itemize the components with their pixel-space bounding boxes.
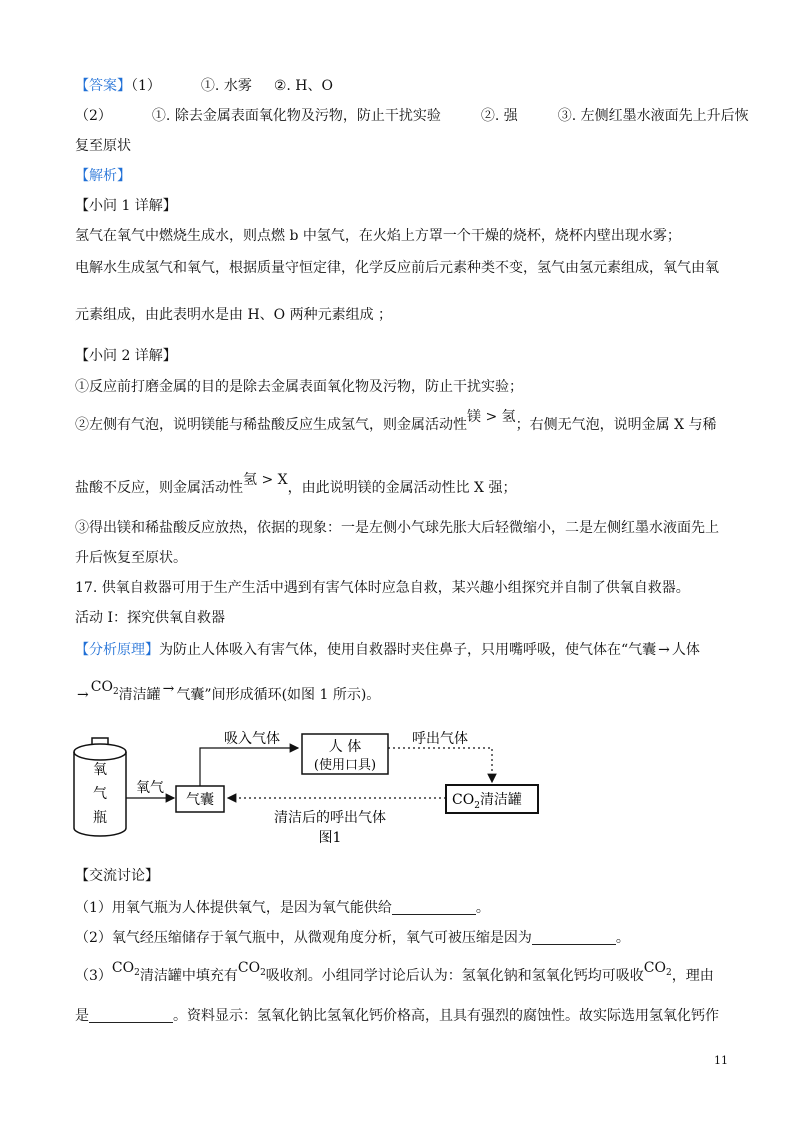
answer-line-2 — [75, 106, 749, 126]
figure-caption: 图1 — [318, 830, 342, 846]
page-number: 11 — [714, 1054, 728, 1067]
discussion-1-text: （1）用氧气瓶为人体提供氧气，是因为氧气能供给 — [75, 900, 392, 916]
answer-blank-1[interactable] — [392, 900, 476, 915]
inhale-label: 吸入气体 — [224, 731, 280, 747]
answer-label: 【答案】 — [75, 78, 131, 94]
figure-1-diagram — [60, 730, 620, 850]
discussion-3b: 清洁罐中填充有 — [139, 968, 238, 984]
math-h-gt-x: 氢 > X — [243, 472, 288, 488]
q17-principle-line-2: → $CO_2$清洁罐 → 气囊”间形成循环(如图 1 所示)。 — [77, 679, 381, 703]
cyl-char-2: 气 — [93, 786, 107, 802]
bag-label: 气囊 — [186, 792, 214, 808]
arrow-icon: → — [658, 642, 670, 658]
sub2-title: 【小问 2 详解】 — [75, 348, 177, 364]
answer-blank-2[interactable] — [532, 930, 616, 945]
sub1-line-1: 氢气在氧气中燃烧生成水，则点燃 b 中氢气，在火焰上方罩一个干燥的烧杯，烧杯内壁出现水雾； — [75, 228, 681, 244]
clean-exhale-label: 清洁后的呼出气体 — [274, 810, 386, 826]
sub2-line-2a: ②左侧有气泡，说明镁能与稀盐酸反应生成氢气，则金属活动性 — [75, 417, 467, 433]
sub1-title: 【小问 1 详解】 — [75, 198, 177, 214]
exhale-label: 呼出气体 — [412, 731, 468, 747]
sub2-line-3b: ，由此说明镁的金属活动性比 X 强； — [287, 480, 517, 496]
person-label-2: (使用口具) — [313, 758, 377, 773]
answer-q1: （1） — [131, 78, 161, 94]
oxygen-label: 氧气 — [136, 780, 164, 796]
sub2-line-1: ①反应前打磨金属的目的是除去金属表面氧化物及污物，防止干扰实验； — [75, 379, 523, 395]
q17-principle-line-1 — [75, 640, 700, 660]
arrow-icon: → — [162, 681, 175, 697]
discussion-3: $(3)CO_2$清洁罐中填充有$CO_2$吸收剂。小组同学讨论后认为：氢氧化钠和氢氧化钙均可吸收$CO_2$，理由 — [75, 960, 714, 984]
principle-person: 人体 — [671, 642, 700, 658]
co2-text: CO — [90, 679, 113, 695]
discussion-1: （1）用氧气瓶为人体提供氧气，是因为氧气能供给 。 — [75, 900, 490, 916]
person-label-1: 人 体 — [328, 739, 362, 755]
sub2-line-3 — [75, 472, 517, 498]
answer-line-3: 复至原状 — [75, 138, 131, 154]
answer-q1a: ①. 水雾 — [200, 78, 252, 94]
discussion-3a: （3） — [75, 968, 112, 984]
discussion-4b: 。资料显示：氢氧化钠比氢氧化钙价格高，且具有强烈的腐蚀性。故实际选用氢氧化钙作 — [173, 1008, 719, 1024]
sub2-line-3a: 盐酸不反应，则金属活动性 — [75, 480, 243, 496]
cyl-char-3: 瓶 — [93, 810, 107, 826]
cleaner-co2: $CO_2$清洁罐 — [452, 792, 522, 811]
answer-q2a: ①. 除去金属表面氧化物及污物，防止干扰实验 — [151, 108, 441, 124]
discussion-3d: ，理由 — [671, 968, 714, 984]
math-mg-gt-h: 镁 > 氢 — [467, 409, 516, 425]
discussion-label: 【交流讨论】 — [75, 868, 159, 884]
sub2-line-2 — [75, 409, 717, 435]
sub2-line-2b: ；右侧无气泡，说明金属 X 与稀 — [515, 417, 717, 433]
cyl-char-1: 氧 — [93, 762, 107, 778]
discussion-2-text: （2）氧气经压缩储存于氧气瓶中，从微观角度分析，氧气可被压缩是因为 — [75, 930, 532, 946]
analysis-label: 【解析】 — [75, 168, 131, 184]
sub2-line-5: 升后恢复至原状。 — [75, 550, 187, 566]
principle-tail: 气囊”间形成循环(如图 1 所示)。 — [176, 687, 381, 703]
discussion-4 — [75, 1006, 719, 1026]
principle-cleaner: 清洁罐 — [118, 687, 161, 703]
answer-blank-3[interactable] — [89, 1008, 173, 1023]
discussion-4a: 是 — [75, 1008, 89, 1024]
principle-label: 【分析原理】 — [75, 642, 159, 658]
principle-text: 为防止人体吸入有害气体，使用自救器时夹住鼻子，只用嘴呼吸，使气体在“气囊 — [159, 642, 657, 658]
sub2-line-4: ③得出镁和稀盐酸反应放热，依据的现象：一是左侧小气球先胀大后轻微缩小，二是左侧红墨水液面先上 — [75, 520, 719, 536]
answer-q2: （2） — [75, 108, 112, 124]
answer-q1b: ②. H、O — [273, 78, 333, 94]
answer-q2c: ③. 左侧红墨水液面先上升后恢 — [557, 108, 749, 124]
sub1-line-3: 元素组成，由此表明水是由 H、O 两种元素组成 ； — [75, 307, 393, 323]
sub1-line-2: 电解水生成氢气和氧气，根据质量守恒定律，化学反应前后元素种类不变，氢气由氢元素组成，氧气由氧 — [75, 260, 719, 276]
q17-activity: 活动 I：探究供氧自救器 — [75, 610, 225, 626]
q17-intro: 17. 供氧自救器可用于生产生活中遇到有害气体时应急自救，某兴趣小组探究并自制了供氧自救器。 — [75, 580, 690, 596]
answer-q2b: ②. 强 — [480, 108, 518, 124]
discussion-2: （2）氧气经压缩储存于氧气瓶中，从微观角度分析，氧气可被压缩是因为 。 — [75, 930, 630, 946]
discussion-3c: 吸收剂。小组同学讨论后认为：氢氧化钠和氢氧化钙均可吸收 — [265, 968, 644, 984]
answer-line-1 — [75, 76, 333, 96]
arrow-icon: → — [77, 687, 89, 703]
